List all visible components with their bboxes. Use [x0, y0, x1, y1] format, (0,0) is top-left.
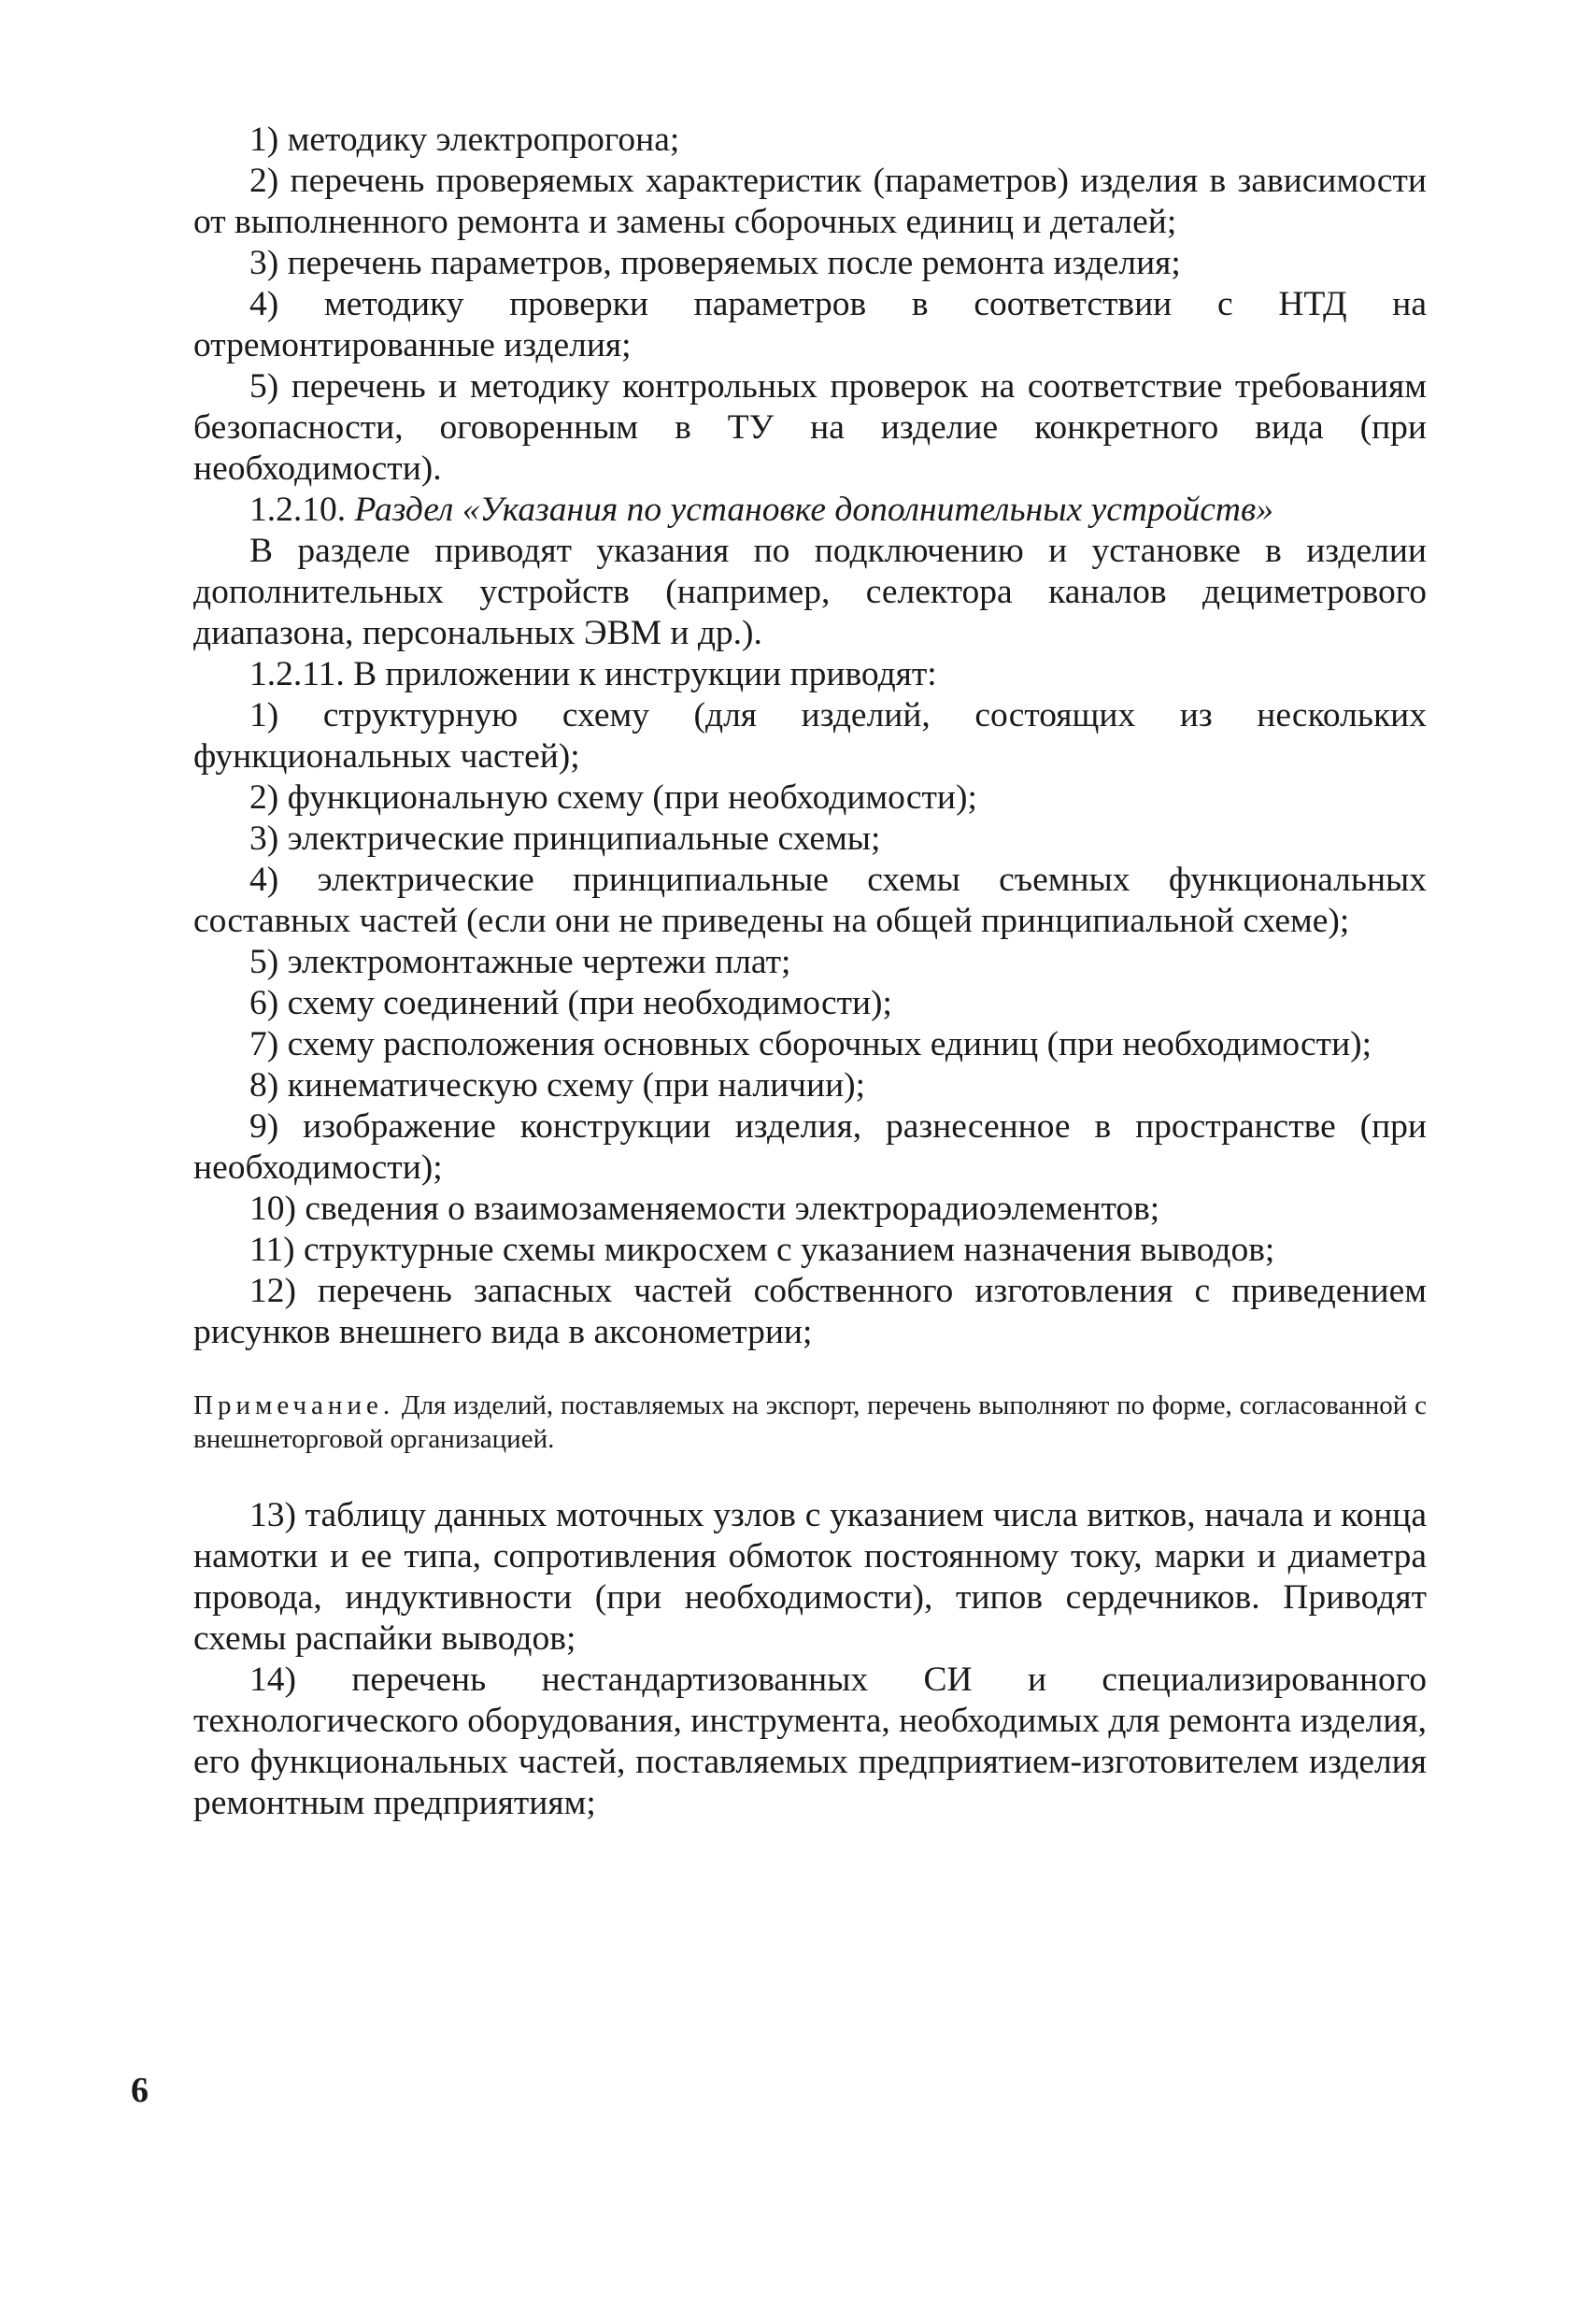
note-label: Примечание. — [193, 1390, 395, 1420]
list-item: 4) методику проверки параметров в соответствии с НТД на отремонтированные изделия; — [193, 285, 1427, 364]
list-item: 8) кинематическую схему (при наличии); — [249, 1066, 866, 1105]
section-title: Раздел «Указания по установке дополнительных устройств» — [354, 491, 1273, 529]
section-lead: В приложении к инструкции приводят: — [353, 655, 937, 693]
list-item: 13) таблицу данных моточных узлов с указанием числа витков, начала и конца намотки и ее типа, сопротивления обмоток постоянному току, марки и диаметра провода, индуктивности (при необходимости), типов сердечников. Приводят схемы распайки выводов; — [193, 1496, 1427, 1658]
list-item: 4) электрические принципиальные схемы съемных функциональных составных частей (если они не приведены на общей принципиальной схеме); — [193, 861, 1427, 940]
list-item: 12) перечень запасных частей собственного изготовления с приведением рисунков внешнего вида в аксонометрии; — [193, 1272, 1427, 1351]
section-body: В разделе приводят указания по подключению и установке в изделии дополнительных устройств (например, селектора каналов дециметрового диапазона, персональных ЭВМ и др.). — [193, 532, 1427, 652]
page-number: 6 — [131, 2071, 149, 2110]
list-item: 5) электромонтажные чертежи плат; — [249, 943, 791, 981]
section-heading-1-2-11 — [193, 654, 1427, 695]
list-item: 9) изображение конструкции изделия, разнесенное в пространстве (при необходимости); — [193, 1107, 1427, 1187]
list-item: 7) схему расположения основных сборочных единиц (при необходимости); — [249, 1025, 1372, 1063]
section-number: 1.2.11. — [249, 655, 345, 693]
list-item: 3) электрические принципиальные схемы; — [249, 820, 881, 858]
list-item: 10) сведения о взаимозаменяемости электрорадиоэлементов; — [249, 1190, 1160, 1228]
section-heading-1-2-10 — [193, 490, 1427, 531]
appendix-list-continued — [193, 1495, 1427, 1824]
section-number: 1.2.10. — [249, 491, 347, 529]
note — [193, 1389, 1427, 1456]
note-text: Для изделий, поставляемых на экспорт, перечень выполняют по форме, согласованной с внешнеторговой организацией. — [193, 1390, 1427, 1454]
document-page — [193, 120, 1427, 1824]
list-item: 1) методику электропрогона; — [249, 121, 680, 159]
list-item: 3) перечень параметров, проверяемых после ремонта изделия; — [249, 244, 1181, 282]
list-item: 14) перечень нестандартизованных СИ и специализированного технологического оборудования, инструмента, необходимых для ремонта изделия, его функциональных частей, поставляемых предприятием-изготовителем изделия ремонтным предприятиям; — [193, 1661, 1427, 1822]
list-item: 2) функциональную схему (при необходимости); — [249, 778, 977, 817]
appendix-list — [193, 695, 1427, 1353]
list-item: 2) перечень проверяемых характеристик (параметров) изделия в зависимости от выполненного ремонта и замены сборочных единиц и деталей; — [193, 162, 1427, 241]
list-item: 6) схему соединений (при необходимости); — [249, 984, 892, 1022]
list-item: 11) структурные схемы микросхем с указанием назначения выводов; — [249, 1231, 1275, 1269]
list-item: 5) перечень и методику контрольных проверок на соответствие требованиям безопасности, оговоренным в ТУ на изделие конкретного вида (при необходимости). — [193, 367, 1427, 488]
list-item: 1) структурную схему (для изделий, состоящих из нескольких функциональных частей); — [193, 696, 1427, 776]
